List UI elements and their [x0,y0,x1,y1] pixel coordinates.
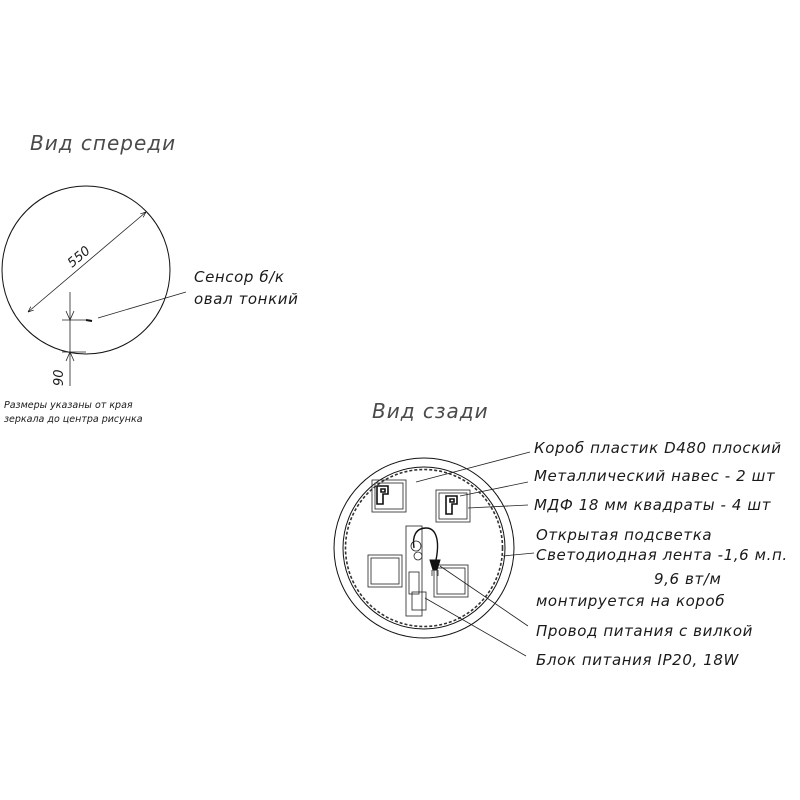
metal-hanger-left [377,486,388,504]
note-line-2: зеркала до центра рисунка [4,414,143,425]
front-view-title: Вид спереди [30,131,177,155]
leader-metal-hanger [460,482,528,496]
sensor-leader-line [98,292,186,318]
leader-mdf-square [468,505,528,508]
plug-icon [430,560,440,570]
rear-view-title: Вид сзади [372,399,489,423]
rear-view [334,399,788,669]
rear-mirror-outline [334,458,514,638]
callout-metal-hanger: Металлический навес - 2 шт [534,467,776,485]
power-cable [414,528,438,560]
power-supply-terminal [412,592,426,610]
led-strip [346,470,503,627]
callout-plastic-box: Короб пластик D480 плоский [534,439,782,457]
callout-led-power: 9,6 вт/м [654,570,722,588]
callout-mdf-squares: МДФ 18 мм квадраты - 4 шт [534,496,772,514]
front-view [2,131,298,425]
metal-hanger-right [446,496,457,514]
callout-power-supply: Блок питания IP20, 18W [536,651,739,669]
sensor-callout-line-1: Сенсор б/к [194,268,285,286]
mdf-square-bottom-left [368,555,402,587]
diameter-dimension-label: 550 [64,243,94,272]
note-line-1: Размеры указаны от края [4,400,133,411]
mdf-square-inner-br [437,568,465,594]
power-supply-inner [409,572,419,594]
cable-coil [411,541,421,551]
mirror-outline [2,186,170,354]
leader-led-strip [503,553,534,556]
leader-power-cable [440,566,528,626]
mdf-square-inner-bl [371,558,399,584]
sensor-callout-line-2: овал тонкий [194,290,299,308]
mdf-square-inner-tl [375,483,403,509]
diameter-dimension-line [28,212,146,312]
plastic-box-outline [343,467,505,629]
callout-open-lighting: Открытая подсветка [536,526,713,544]
callout-power-cable: Провод питания с вилкой [536,622,753,640]
cable-coil-2 [414,552,422,560]
mdf-square-inner-tr [439,493,467,519]
offset-dimension-label: 90 [52,369,67,386]
mdf-square-bottom-right [434,565,468,597]
callout-mounted-on-box: монтируется на короб [536,592,726,610]
leader-plastic-box [416,452,530,482]
callout-led-strip: Светодиодная лента -1,6 м.п. [536,546,788,564]
